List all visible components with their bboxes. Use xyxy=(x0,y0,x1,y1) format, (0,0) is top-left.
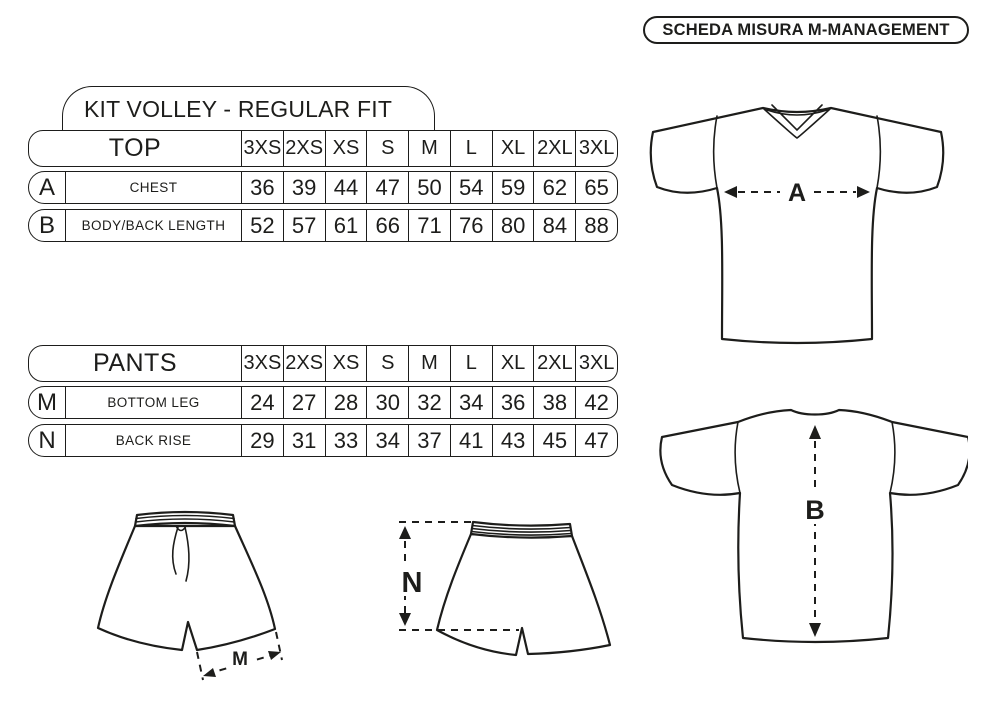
top-measurement-row xyxy=(28,171,618,204)
measurement-value: 61 xyxy=(325,210,367,241)
size-column-header: S xyxy=(366,131,408,166)
dimension-a-label: A xyxy=(787,179,807,207)
measurement-value: 37 xyxy=(408,425,450,456)
measurement-value: 24 xyxy=(241,387,283,418)
measurement-value: 42 xyxy=(575,387,617,418)
measurement-value: 84 xyxy=(533,210,575,241)
size-column-header: XL xyxy=(492,346,534,381)
size-column-header: S xyxy=(366,346,408,381)
pants-size-table xyxy=(28,345,618,462)
tshirt-front-outline xyxy=(651,108,944,343)
measurement-value: 59 xyxy=(492,172,534,203)
size-column-header: L xyxy=(450,346,492,381)
shorts-front-legs xyxy=(98,526,275,650)
top-table-title: TOP xyxy=(108,134,162,162)
measurement-value: 34 xyxy=(366,425,408,456)
measurement-value: 43 xyxy=(492,425,534,456)
size-column-header: XL xyxy=(492,131,534,166)
measurement-value: 47 xyxy=(575,425,617,456)
sheet-title: SCHEDA MISURA M-MANAGEMENT xyxy=(662,20,950,39)
measurement-value: 27 xyxy=(283,387,325,418)
measurement-value: 62 xyxy=(533,172,575,203)
measurement-value: 71 xyxy=(408,210,450,241)
measurement-key: A xyxy=(38,173,55,201)
top-measurement-row xyxy=(28,209,618,242)
measurement-value: 28 xyxy=(325,387,367,418)
measurement-value: 65 xyxy=(575,172,617,203)
top-table-header-row xyxy=(28,130,618,167)
size-column-header: 3XS xyxy=(241,131,283,166)
shorts-back-legs xyxy=(437,534,610,655)
measurement-value: 54 xyxy=(450,172,492,203)
measurement-value: 45 xyxy=(533,425,575,456)
pants-measurement-row xyxy=(28,386,618,419)
measurement-value: 44 xyxy=(325,172,367,203)
measurement-value: 36 xyxy=(241,172,283,203)
kit-tab-label: KIT VOLLEY - REGULAR FIT xyxy=(84,96,393,122)
top-size-table xyxy=(28,130,618,247)
measurement-value: 52 xyxy=(241,210,283,241)
measurement-value: 41 xyxy=(450,425,492,456)
size-column-header: XS xyxy=(325,131,367,166)
measurement-value: 32 xyxy=(408,387,450,418)
measurement-value: 66 xyxy=(366,210,408,241)
size-column-header: M xyxy=(408,346,450,381)
kit-volley-tab xyxy=(62,86,435,132)
sheet-title-badge xyxy=(643,16,969,44)
measurement-key: B xyxy=(38,211,55,239)
measurement-value: 57 xyxy=(283,210,325,241)
measurement-label: BODY/BACK LENGTH xyxy=(65,210,241,241)
measurement-value: 30 xyxy=(366,387,408,418)
dimension-m-label: M xyxy=(232,649,248,670)
shorts-front-drawing xyxy=(90,500,290,690)
size-column-header: L xyxy=(450,131,492,166)
size-column-header: 2XL xyxy=(533,346,575,381)
dimension-n-label: N xyxy=(401,567,423,599)
tshirt-back-drawing xyxy=(648,400,968,650)
size-column-header: XS xyxy=(325,346,367,381)
measurement-value: 80 xyxy=(492,210,534,241)
measurement-label: BACK RISE xyxy=(65,425,241,456)
measurement-value: 38 xyxy=(533,387,575,418)
measurement-label: BOTTOM LEG xyxy=(65,387,241,418)
pants-measurement-row xyxy=(28,424,618,457)
dimension-b-label: B xyxy=(805,495,825,525)
measurement-value: 34 xyxy=(450,387,492,418)
tshirt-front-drawing xyxy=(645,92,965,347)
size-column-header: 3XL xyxy=(575,346,617,381)
measurement-value: 31 xyxy=(283,425,325,456)
measurement-value: 76 xyxy=(450,210,492,241)
size-column-header: 2XS xyxy=(283,131,325,166)
measurement-key: M xyxy=(37,388,57,416)
measurement-value: 39 xyxy=(283,172,325,203)
measurement-value: 36 xyxy=(492,387,534,418)
measurement-value: 47 xyxy=(366,172,408,203)
size-column-header: 2XS xyxy=(283,346,325,381)
pants-table-header-row xyxy=(28,345,618,382)
measurement-label: CHEST xyxy=(65,172,241,203)
size-column-header: M xyxy=(408,131,450,166)
pants-table-title: PANTS xyxy=(93,349,177,377)
size-column-header: 2XL xyxy=(533,131,575,166)
measurement-value: 29 xyxy=(241,425,283,456)
size-column-header: 3XL xyxy=(575,131,617,166)
measurement-key: N xyxy=(38,426,56,454)
size-column-header: 3XS xyxy=(241,346,283,381)
measurement-value: 88 xyxy=(575,210,617,241)
shorts-back-drawing xyxy=(395,498,625,668)
measurement-value: 33 xyxy=(325,425,367,456)
measurement-value: 50 xyxy=(408,172,450,203)
